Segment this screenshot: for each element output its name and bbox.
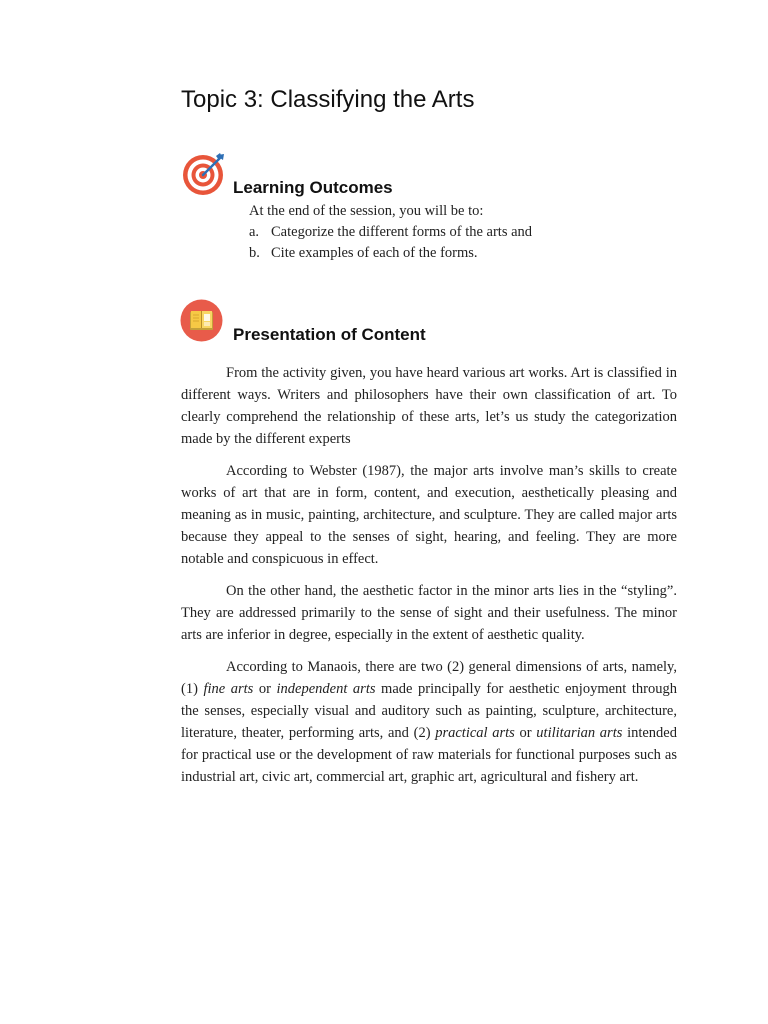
- outcome-list: [249, 222, 669, 264]
- target-icon: [182, 151, 228, 197]
- term-utilitarian-arts: utilitarian arts: [536, 725, 623, 741]
- learning-outcomes-heading: Learning Outcomes: [233, 178, 393, 197]
- text-segment: made principally for aesthetic enjoyment through the senses, especially visual and auditory such as painting, sculpture, architecture, literature, theater, performing arts, and (2): [181, 681, 677, 741]
- list-marker: b.: [249, 245, 260, 261]
- page-title: Topic 3: Classifying the Arts: [181, 86, 475, 113]
- term-practical-arts: practical arts: [435, 725, 515, 741]
- paragraph-2: According to Webster (1987), the major arts involve man’s skills to create works of art that are in form, content, and execution, aesthetically pleasing and meaning as in music, painting, architecture, and sculpture. They are called major arts because they appeal to the senses of sight, hearing, and feeling. They are more notable and conspicuous in effect.: [181, 463, 677, 567]
- paragraph-3: On the other hand, the aesthetic factor in the minor arts lies in the “styling”. They are addressed primarily to the sense of sight and their usefulness. The minor arts are inferior in degree, especially in the extent of aesthetic quality.: [181, 583, 677, 643]
- text-segment: intended for practical use or the development of raw materials for functional purposes such as industrial art, civic art, commercial art, graphic art, agricultural and fishery art.: [181, 725, 677, 785]
- text-segment: According to Manaois, there are two (2) general dimensions of arts, namely, (1): [181, 659, 677, 697]
- paragraph-1: From the activity given, you have heard various art works. Art is classified in different ways. Writers and philosophers have their own classification of art. To clearly comprehend the relationship of these arts, let’s us study the categorization made by the different experts: [181, 365, 677, 447]
- learning-outcomes-list: [249, 201, 669, 264]
- presentation-content: [181, 362, 677, 798]
- list-marker: a.: [249, 224, 260, 240]
- list-item-text: Categorize the different forms of the arts and: [271, 224, 533, 240]
- text-segment: or: [253, 681, 277, 697]
- list-item: [249, 243, 669, 264]
- paragraph-4: [181, 656, 677, 788]
- learning-outcomes-intro: At the end of the session, you will be to:: [249, 203, 484, 219]
- presentation-heading: Presentation of Content: [233, 325, 426, 344]
- list-item: [249, 222, 669, 243]
- text-segment: or: [514, 725, 537, 741]
- book-icon: [180, 299, 223, 342]
- term-fine-arts: fine arts: [203, 681, 254, 697]
- term-independent-arts: independent arts: [276, 681, 376, 697]
- list-item-text: Cite examples of each of the forms.: [271, 245, 478, 261]
